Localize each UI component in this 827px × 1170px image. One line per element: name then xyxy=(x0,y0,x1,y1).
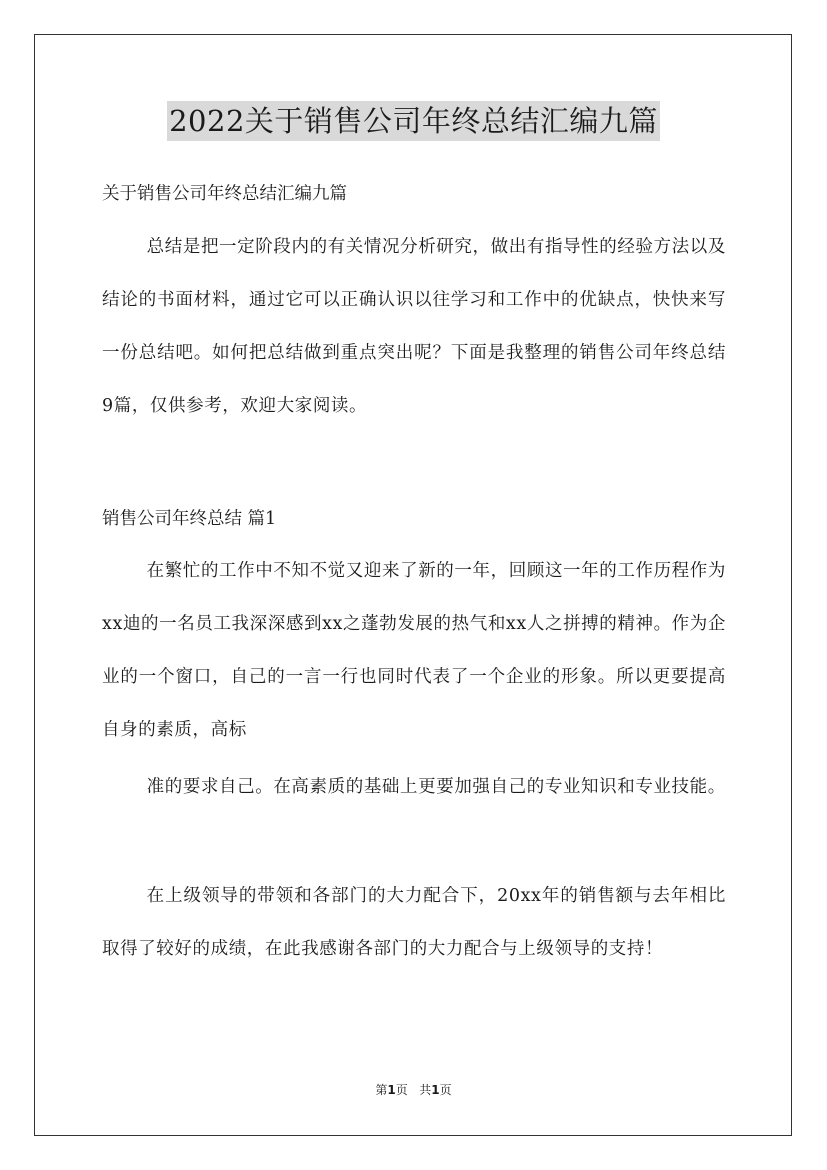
page-footer xyxy=(0,1082,827,1098)
document-title-text: 2022关于销售公司年终总结汇编九篇 xyxy=(167,101,660,141)
page-current: 1 xyxy=(387,1083,396,1097)
total-prefix: 共 xyxy=(419,1083,432,1097)
page-total: 1 xyxy=(431,1083,440,1097)
body-paragraph: 在繁忙的工作中不知不觉又迎来了新的一年，回顾这一年的工作历程作为xx迪的一名员工我深深感到xx之蓬勃发展的热气和xx人之拼搏的精神。作为企业的一个窗口，自己的一言一行也同时代表了一个企业的形象。所以更要提高自身的素质，高标 xyxy=(102,561,726,740)
body-paragraph: 在上级领导的带领和各部门的大力配合下，20xx年的销售额与去年相比取得了较好的成绩，在此我感谢各部门的大力配合与上级领导的支持！ xyxy=(102,886,726,959)
total-suffix: 页 xyxy=(439,1083,452,1097)
body-paragraph: 准的要求自己。在高素质的基础上更要加强自己的专业知识和专业技能。 xyxy=(146,777,726,797)
document-subtitle: 关于销售公司年终总结汇编九篇 xyxy=(102,184,347,204)
page-suffix: 页 xyxy=(395,1083,408,1097)
page-prefix: 第 xyxy=(375,1083,388,1097)
section-heading: 销售公司年终总结 篇1 xyxy=(102,509,277,529)
document-title xyxy=(0,101,827,141)
intro-paragraph: 总结是把一定阶段内的有关情况分析研究，做出有指导性的经验方法以及结论的书面材料，通过它可以正确认识以往学习和工作中的优缺点，快快来写一份总结吧。如何把总结做到重点突出呢？下面是我整理的销售公司年终总结9篇，仅供参考，欢迎大家阅读。 xyxy=(102,237,726,416)
